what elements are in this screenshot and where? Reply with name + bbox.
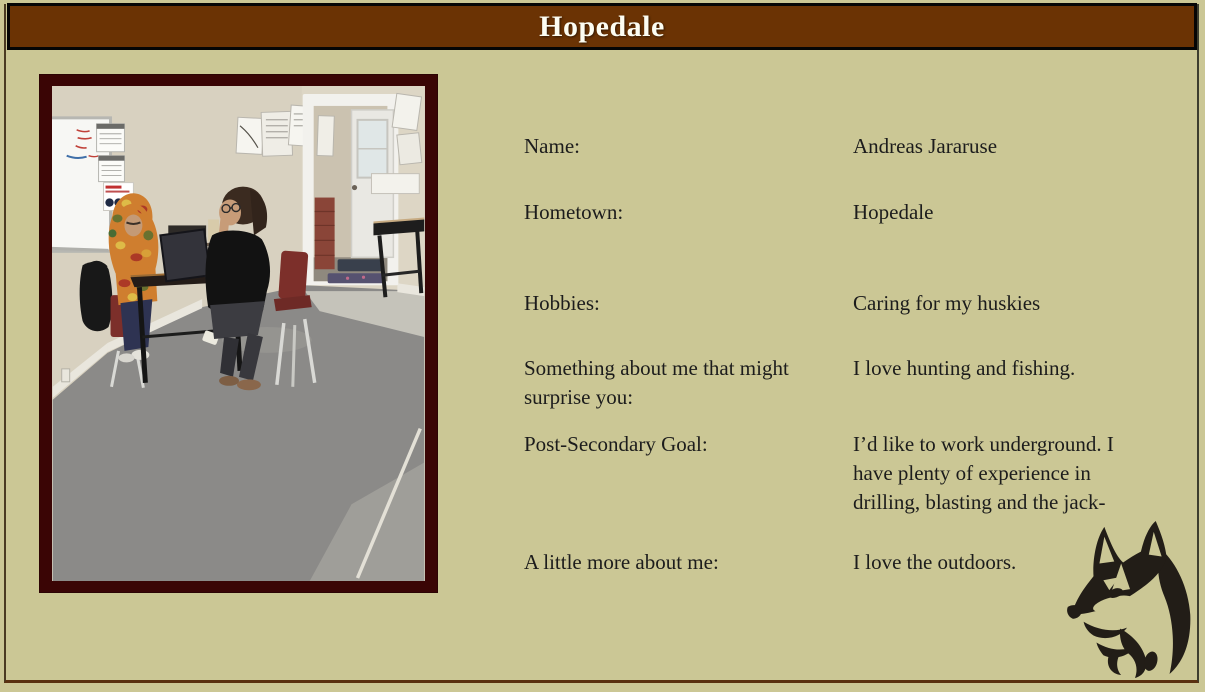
classroom-photo-illustration (52, 86, 425, 581)
profile-row-goal (524, 430, 1158, 517)
row-label: Hobbies: (524, 291, 600, 315)
profile-row-hometown (524, 198, 1158, 227)
profile-row-hobbies (524, 289, 1158, 318)
row-label: A little more about me: (524, 550, 719, 574)
profile-row-surprise (524, 354, 1158, 412)
husky-logo-icon (1062, 520, 1204, 678)
row-label: Hometown: (524, 200, 624, 224)
page-title: Hopedale (539, 9, 665, 43)
row-value: Hopedale (853, 200, 934, 224)
profile-photo-frame (40, 75, 437, 592)
row-label: Something about me that might surprise you: (524, 356, 789, 409)
row-value: I love the outdoors. (853, 550, 1017, 574)
row-value: Andreas Jararuse (853, 134, 998, 158)
profile-photo (52, 86, 425, 581)
row-label: Name: (524, 134, 580, 158)
row-label: Post-Secondary Goal: (524, 432, 708, 456)
row-value: Caring for my huskies (853, 291, 1041, 315)
row-value: I’d like to work underground. I have plenty of experience in drilling, blasting and the jack- (853, 432, 1114, 514)
profile-row-name (524, 132, 1158, 161)
row-value: I love hunting and fishing. (853, 356, 1076, 380)
